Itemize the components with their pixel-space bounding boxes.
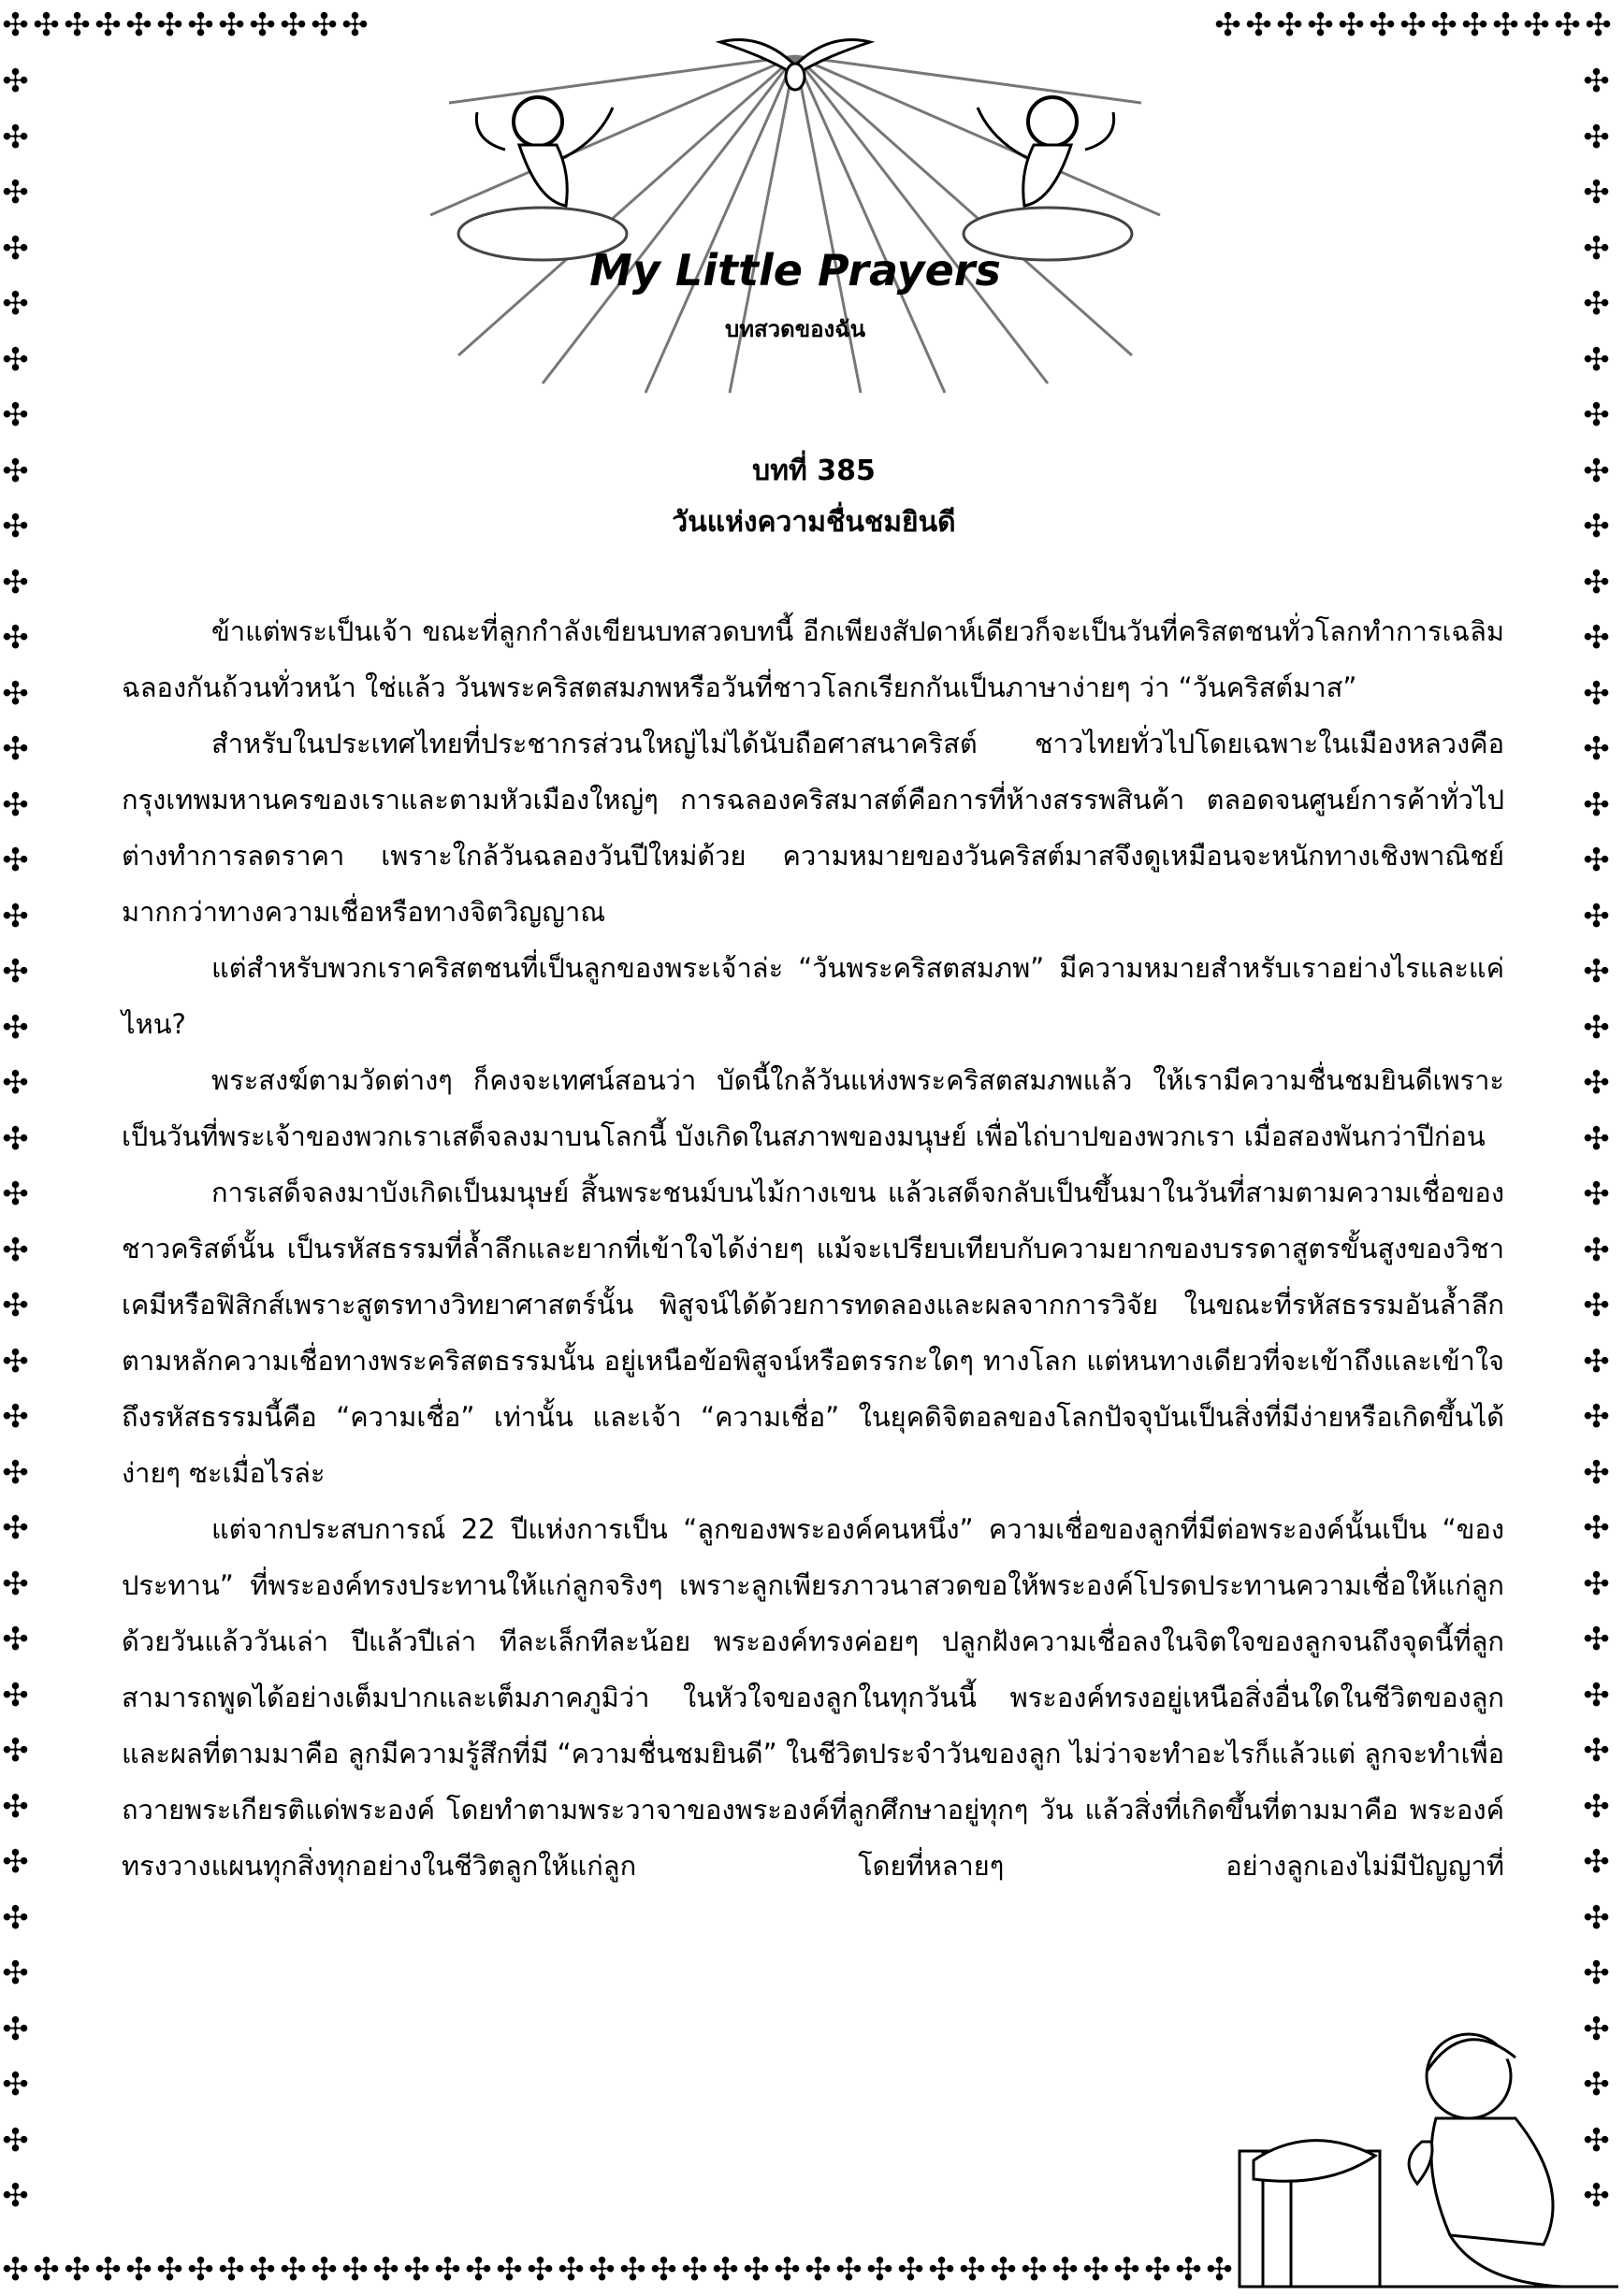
logo-subtitle: บทสวดของฉัน (724, 316, 866, 342)
cross-icon: ✣ (1206, 2251, 1233, 2289)
border-bottom (0, 2251, 1235, 2289)
cross-icon: ✣ (280, 2251, 307, 2289)
cross-icon: ✣ (2, 2251, 29, 2289)
cross-icon: ✣ (2, 2177, 29, 2215)
cross-icon: ✣ (2, 118, 29, 156)
cross-icon: ✣ (1523, 7, 1550, 44)
cross-icon: ✣ (341, 2251, 369, 2289)
cross-icon: ✣ (1585, 7, 1612, 44)
paragraph-5: การเสด็จลงมาบังเกิดเป็นมนุษย์ สิ้นพระชนม์บนไม้กางเขน แล้วเสด็จกลับเป็นขึ้นมาในวันที่สามตามความเชื่อของชาวคริสต์นั้น เป็นรหัสธรรมที่ล้ำลึกและยากที่เข้าใจได้ง่ายๆ แม้จะเปรียบเทียบกับความยากของบรรดาสูตรขั้นสูงของวิชาเคมีหรือฟิสิกส์เพราะสูตรทางวิทยาศาสตร์นั้น พิสูจน์ได้ด้วยการทดลองและผลจากการวิจัย ในขณะที่รหัสธรรมอันล้ำลึกตามหลักความเชื่อทางพระคริสตธรรมนั้น อยู่เหนือข้อพิสูจน์หรือตรรกะใดๆ ทางโลก แต่หนทางเดียวที่จะเข้าถึงและเข้าใจถึงรหัสธรรมนี้คือ “ความเชื่อ” เท่านั้น และเจ้า “ความเชื่อ” ในยุคดิจิตอลของโลกปัจจุบันเป็นสิ่งที่มีง่ายหรือเกิดขึ้นได้ง่ายๆ ซะเมื่อไรล่ะ (122, 1177, 1504, 1489)
cross-icon: ✣ (1583, 842, 1610, 879)
cross-icon: ✣ (64, 7, 91, 44)
cross-icon: ✣ (1430, 7, 1457, 44)
cross-icon: ✣ (496, 2251, 523, 2289)
cross-icon: ✣ (125, 7, 152, 44)
cross-icon: ✣ (311, 2251, 338, 2289)
cross-icon: ✣ (1583, 1398, 1610, 1436)
cross-icon: ✣ (2, 842, 29, 879)
cross-icon: ✣ (897, 2251, 924, 2289)
cross-icon: ✣ (1583, 1787, 1610, 1826)
cross-icon: ✣ (1583, 2121, 1610, 2159)
cross-icon: ✣ (774, 2251, 801, 2289)
cross-icon: ✣ (2, 1621, 29, 1658)
cross-icon: ✣ (2, 452, 29, 490)
cross-icon: ✣ (2, 1565, 29, 1603)
cross-icon: ✣ (2, 897, 29, 935)
chapter-title: วันแห่งความชื่นชมยินดี (672, 506, 956, 539)
cross-icon: ✣ (1583, 1231, 1610, 1269)
cross-icon: ✣ (94, 2251, 122, 2289)
paragraph-2: สำหรับในประเทศไทยที่ประชากรส่วนใหญ่ไม่ได้นับถือศาสนาคริสต์ ชาวไทยทั่วไปโดยเฉพาะในเมืองหลวงคือกรุงเทพมหานครของเราและตามหัวเมืองใหญ่ๆ การฉลองคริสมาสต์คือการที่ห้างสรรพสินค้า ตลอดจนศูนย์การค้าทั่วไปต่างทำการลดราคา เพราะใกล้วันฉลองวันปีใหม่ด้วย ความหมายของวันคริสต์มาสจึงดูเหมือนจะหนักทางเชิงพาณิชย์มากกว่าทางความเชื่อหรือทางจิตวิญญาณ (122, 728, 1504, 928)
cross-icon: ✣ (619, 2251, 646, 2289)
cross-icon: ✣ (94, 7, 122, 44)
cross-icon: ✣ (2, 1287, 29, 1324)
cross-icon: ✣ (1175, 2251, 1202, 2289)
cross-icon: ✣ (1583, 1064, 1610, 1102)
cross-icon: ✣ (1021, 2251, 1048, 2289)
cross-icon: ✣ (527, 2251, 554, 2289)
cross-icon: ✣ (2, 1231, 29, 1269)
cross-icon: ✣ (2, 1787, 29, 1826)
cross-icon: ✣ (2, 397, 29, 434)
cross-icon: ✣ (1583, 786, 1610, 824)
cross-icon: ✣ (2, 1843, 29, 1881)
header-illustration (421, 0, 1169, 402)
cross-icon: ✣ (650, 2251, 677, 2289)
cross-icon: ✣ (2, 2010, 29, 2048)
cross-icon: ✣ (2, 563, 29, 601)
cross-icon: ✣ (1583, 118, 1610, 156)
paragraph-4: พระสงฆ์ตามวัดต่างๆ ก็คงจะเทศน์สอนว่า บัดนี้ใกล้วันแห่งพระคริสตสมภพแล้ว ให้เรามีความชื่นชมยินดีเพราะเป็นวันที่พระเจ้าของพวกเราเสด็จลงมาบนโลกนี้ บังเกิดในสภาพของมนุษย์ เพื่อไถ่บาปของพวกเรา เมื่อสองพันกว่าปีก่อน (122, 1064, 1504, 1152)
cross-icon: ✣ (1583, 2066, 1610, 2103)
cross-icon: ✣ (187, 7, 214, 44)
cross-icon: ✣ (2, 1955, 29, 1992)
cross-icon: ✣ (2, 1176, 29, 1213)
cross-icon: ✣ (2, 1342, 29, 1380)
cross-icon: ✣ (218, 7, 245, 44)
cross-icon: ✣ (403, 2251, 430, 2289)
cross-icon: ✣ (311, 7, 338, 44)
cross-icon: ✣ (2, 63, 29, 100)
cross-icon: ✣ (1583, 508, 1610, 545)
cross-icon: ✣ (1583, 229, 1610, 267)
paragraph-6: แต่จากประสบการณ์ 22 ปีแห่งการเป็น “ลูกของพระองค์คนหนึ่ง” ความเชื่อของลูกที่มีต่อพระองค์นั้นเป็น “ของประทาน” ที่พระองค์ทรงประทานให้แก่ลูกจริงๆ เพราะลูกเพียรภาวนาสวดขอให้พระองค์โปรดประทานความเชื่อให้แก่ลูกด้วยวันแล้ววันเล่า ปีแล้วปีเล่า ทีละเล็กทีละน้อย พระองค์ทรงค่อยๆ ปลูกฝังความเชื่อลงในจิตใจของลูกจนถึงจุดนี้ที่ลูกสามารถพูดได้อย่างเต็มปากและเต็มภาคภูมิว่า ในหัวใจของลูกในทุกวันนี้ พระองค์ทรงอยู่เหนือสิ่งอื่นใดในชีวิตของลูก และผลที่ตามมาคือ ลูกมีความรู้สึกที่มี “ความชื่นชมยินดี” ในชีวิตประจำวันของลูก ไม่ว่าจะทำอะไรก็แล้วแต่ ลูกจะทำเพื่อถวายพระเกียรติแด่พระองค์ โดยทำตามพระวาจาของพระองค์ที่ลูกศึกษาอยู่ทุกๆ วัน แล้วสิ่งที่เกิดขึ้นที่ตามมาคือ พระองค์ทรงวางแผนทุกสิ่งทุกอย่างในชีวิตลูกให้แก่ลูก โดยที่หลายๆ อย่างลูกเองไม่มีปัญญาที่ (122, 1513, 1504, 1882)
cross-icon: ✣ (1583, 174, 1610, 211)
cross-icon: ✣ (1583, 730, 1610, 768)
cross-icon: ✣ (588, 2251, 616, 2289)
cross-icon: ✣ (2, 1676, 29, 1714)
cross-icon: ✣ (218, 2251, 245, 2289)
paragraph-3: แต่สำหรับพวกเราคริสตชนที่เป็นลูกของพระเจ้าล่ะ “วันพระคริสตสมภพ” มีความหมายสำหรับเราอย่างไรและแค่ไหน? (122, 952, 1504, 1040)
cross-icon: ✣ (156, 7, 183, 44)
cross-icon: ✣ (64, 2251, 91, 2289)
border-right (1581, 65, 1612, 2236)
cross-icon: ✣ (2, 508, 29, 545)
border-left (0, 65, 31, 2236)
cross-icon: ✣ (990, 2251, 1017, 2289)
praying-child-illustration (1235, 2001, 1624, 2296)
border-top-right (1212, 7, 1614, 44)
cross-icon: ✣ (1583, 63, 1610, 100)
cross-icon: ✣ (33, 7, 60, 44)
cross-icon: ✣ (372, 2251, 399, 2289)
cross-icon: ✣ (805, 2251, 832, 2289)
cross-icon: ✣ (928, 2251, 955, 2289)
cross-icon: ✣ (1583, 1509, 1610, 1547)
cross-icon: ✣ (1583, 285, 1610, 323)
cross-icon: ✣ (341, 7, 369, 44)
cross-icon: ✣ (2, 2121, 29, 2159)
cross-icon: ✣ (2, 2066, 29, 2103)
cross-icon: ✣ (2, 229, 29, 267)
cross-icon: ✣ (1583, 1565, 1610, 1603)
cross-icon: ✣ (2, 1509, 29, 1547)
cross-icon: ✣ (1583, 340, 1610, 379)
cross-icon: ✣ (156, 2251, 183, 2289)
cross-icon: ✣ (558, 2251, 585, 2289)
cross-icon: ✣ (465, 2251, 492, 2289)
cross-icon: ✣ (1583, 1453, 1610, 1492)
cross-icon: ✣ (2, 7, 29, 44)
cross-icon: ✣ (1583, 1732, 1610, 1769)
cross-icon: ✣ (125, 2251, 152, 2289)
cross-icon: ✣ (1583, 1843, 1610, 1881)
cross-icon: ✣ (2, 285, 29, 323)
cross-icon: ✣ (1583, 674, 1610, 713)
cross-icon: ✣ (1583, 397, 1610, 434)
cross-icon: ✣ (1583, 1621, 1610, 1658)
cross-icon: ✣ (1214, 7, 1241, 44)
cross-icon: ✣ (2, 953, 29, 990)
cross-icon: ✣ (2, 619, 29, 657)
cross-icon: ✣ (2, 1008, 29, 1047)
cross-icon: ✣ (1583, 563, 1610, 601)
cross-icon: ✣ (835, 2251, 863, 2289)
cross-icon: ✣ (187, 2251, 214, 2289)
cross-icon: ✣ (1583, 1176, 1610, 1213)
cross-icon: ✣ (959, 2251, 986, 2289)
cross-icon: ✣ (1051, 2251, 1079, 2289)
cross-icon: ✣ (866, 2251, 893, 2289)
cross-icon: ✣ (1583, 452, 1610, 490)
cross-icon: ✣ (1583, 1008, 1610, 1047)
article-body (122, 603, 1504, 1894)
cross-icon: ✣ (1583, 953, 1610, 990)
cross-icon: ✣ (1492, 7, 1519, 44)
border-top-left (0, 7, 370, 44)
cross-icon: ✣ (33, 2251, 60, 2289)
cross-icon: ✣ (1583, 1676, 1610, 1714)
cross-icon: ✣ (2, 1899, 29, 1937)
logo-title: My Little Prayers (589, 245, 1001, 296)
cross-icon: ✣ (743, 2251, 770, 2289)
cross-icon: ✣ (1276, 7, 1303, 44)
cross-icon: ✣ (1583, 2177, 1610, 2215)
cross-icon: ✣ (1583, 619, 1610, 657)
chapter-label: บทที่ 385 (752, 455, 876, 487)
cross-icon: ✣ (1369, 7, 1396, 44)
cross-icon: ✣ (2, 340, 29, 379)
cross-icon: ✣ (1583, 2010, 1610, 2048)
paragraph-1: ข้าแต่พระเป็นเจ้า ขณะที่ลูกกำลังเขียนบทสวดบทนี้ อีกเพียงสัปดาห์เดียวก็จะเป็นวันที่คริสตชนทั่วโลกทำการเฉลิมฉลองกันถ้วนทั่วหน้า ใช่แล้ว วันพระคริสตสมภพหรือวันที่ชาวโลกเรียกกันเป็นภาษาง่ายๆ ว่า “วันคริสต์มาส” (122, 615, 1504, 703)
cross-icon: ✣ (2, 174, 29, 211)
cross-icon: ✣ (1554, 7, 1581, 44)
cross-icon: ✣ (2, 1119, 29, 1158)
cross-icon: ✣ (2, 674, 29, 713)
cross-icon: ✣ (1583, 1342, 1610, 1380)
cross-icon: ✣ (249, 2251, 276, 2289)
cross-icon: ✣ (1113, 2251, 1140, 2289)
cross-icon: ✣ (1583, 1899, 1610, 1937)
cross-icon: ✣ (681, 2251, 708, 2289)
cross-icon: ✣ (1307, 7, 1334, 44)
cross-icon: ✣ (2, 786, 29, 824)
cross-icon: ✣ (1399, 7, 1427, 44)
cross-icon: ✣ (712, 2251, 739, 2289)
cross-icon: ✣ (1583, 1955, 1610, 1992)
right-angel-icon (964, 97, 1132, 260)
cross-icon: ✣ (249, 7, 276, 44)
cross-icon: ✣ (1338, 7, 1365, 44)
cross-icon: ✣ (2, 1453, 29, 1492)
cross-icon: ✣ (1082, 2251, 1109, 2289)
cross-icon: ✣ (1583, 1287, 1610, 1324)
left-angel-icon (458, 97, 627, 260)
cross-icon: ✣ (2, 1398, 29, 1436)
cross-icon: ✣ (2, 730, 29, 768)
cross-icon: ✣ (280, 7, 307, 44)
cross-icon: ✣ (2, 1732, 29, 1769)
dove-icon (720, 40, 870, 90)
cross-icon: ✣ (434, 2251, 461, 2289)
cross-icon: ✣ (1583, 1119, 1610, 1158)
cross-icon: ✣ (1583, 897, 1610, 935)
cross-icon: ✣ (1461, 7, 1488, 44)
cross-icon: ✣ (1245, 7, 1272, 44)
cross-icon: ✣ (2, 1064, 29, 1102)
cross-icon: ✣ (1144, 2251, 1171, 2289)
